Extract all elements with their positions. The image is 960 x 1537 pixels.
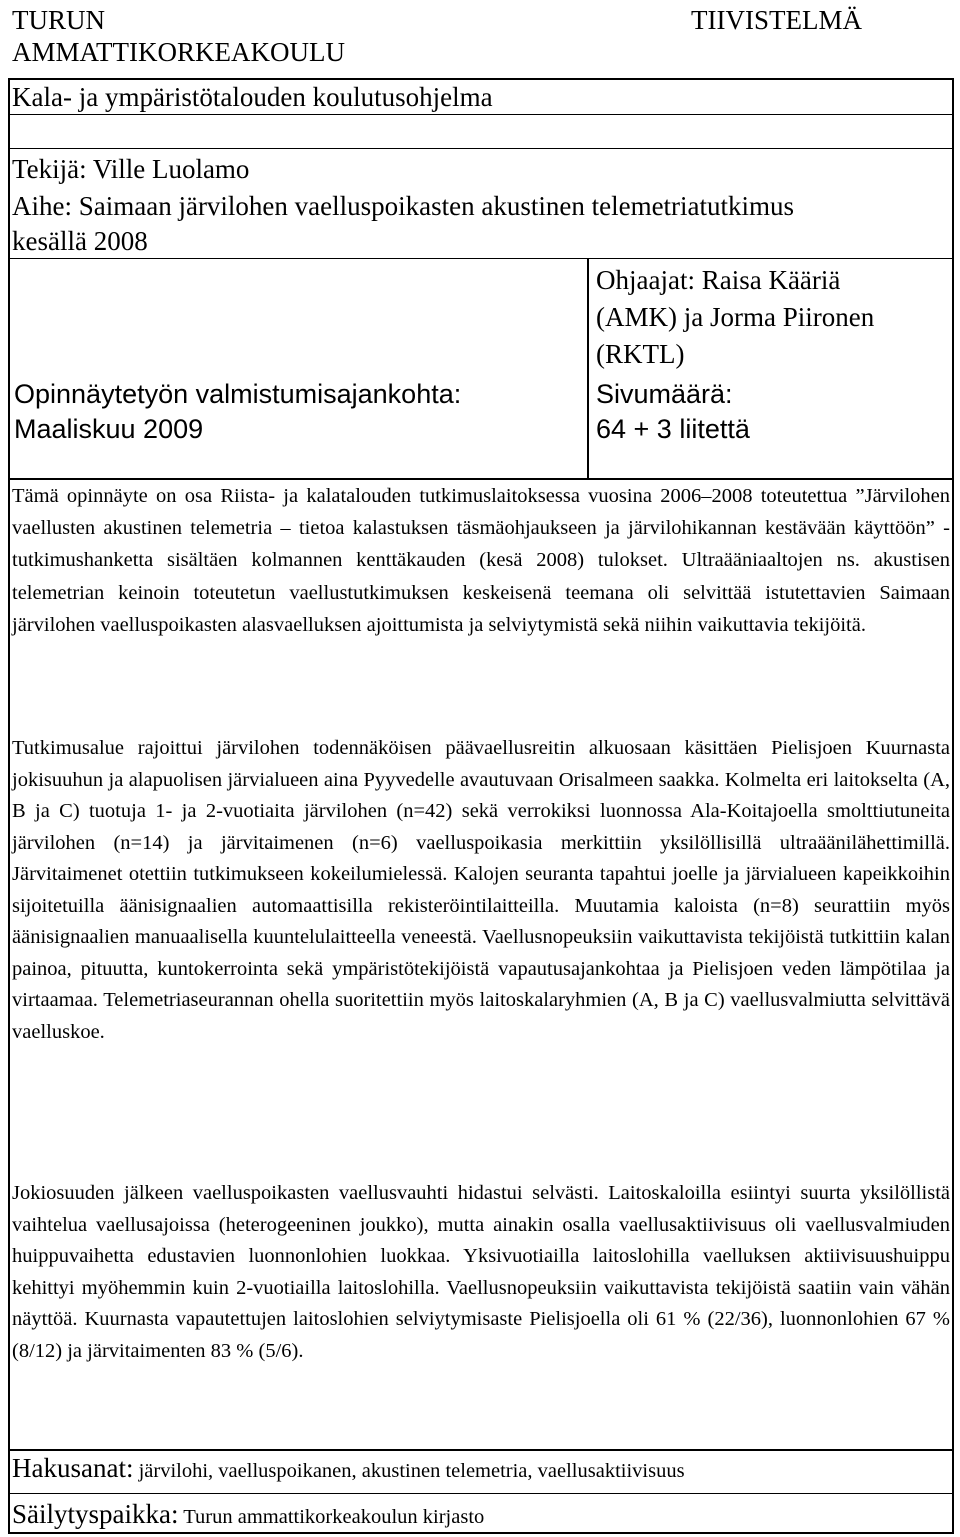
thesis-subject	[10, 189, 954, 259]
divider	[10, 148, 952, 149]
subject-line-1: Aihe: Saimaan järvilohen vaelluspoikasten akustinen telemetriatutkimus	[12, 191, 795, 221]
supervisors-line-2: (AMK) ja Jorma Piironen	[596, 302, 875, 332]
institution-line-2: AMMATTIKORKEAKOULU	[12, 37, 345, 67]
storage-location	[12, 1497, 484, 1534]
institution-line-1: TURUN	[12, 5, 105, 35]
abstract-paragraph-2: Tutkimusalue rajoittui järvilohen todennäköisen päävaellusreitin alkuosaan käsittäen Pielisjoen Kuurnasta jokisuuhun ja alapuolisen järvialueen aina Pyyvedelle avautuvaan Orisalmeen saakka. Kolmelta eri laitokselta (A, B ja C) tuotuja 1- ja 2-vuotiaita järvilohen (n=42) sekä verrokiksi luonnossa Ala-Koitajoella smolttiutuneita järvilohen (n=14) ja järvitaimenen (n=6) vaelluspoikasia merkittiin yksilöllisillä ultraäänilähettimillä. Järvitaimenet otettiin tutkimukseen kokeilumielessä. Kalojen seuranta tapahtui joelle ja järvialueen kapeikkoihin sijoitetuilla äänisignaalien automaattisilla rekisteröintilaitteilla. Muutamia kaloista (n=8) seurattiin myös äänisignaalien manuaalisella kuuntelulaitteella veneestä. Vaellusnopeuksiin vaikuttavista tekijöistä tutkittiin kalan painoa, pituutta, kuntokerrointa sekä ympäristötekijöistä vapautusajankohtaa ja Pielisjoen veden lämpötilaa ja virtaamaa. Telemetriaseurannan ohella suoritettiin myös laitoskalaryhmien (A, B ja C) vaellusvalmiutta selvittävä vaelluskoe.	[12, 737, 950, 1043]
completion-label: Opinnäytetyön valmistumisajankohta:	[14, 379, 462, 409]
abstract-paragraph-3: Jokiosuuden jälkeen vaelluspoikasten vaellusvauhti hidastui selvästi. Laitoskaloilla esiintyi suurta yksilöllistä vaihtelua vaellusajoissa (heterogeeninen joukko), mutta ainakin osalla vaellusaktiivisuus oli vaellusvalmiuden huippuvaihetta edustavien luonnonlohien luokkaa. Yksivuotiailla laitoslohilla vaelluksen aktiivisuushuippu kehittyi myöhemmin kuin 2-vuotiailla laitoslohilla. Vaellusnopeuksiin vaikuttavista tekijöistä saatiin vain vähän näyttöä. Kuurnasta vapautettujen laitoslohien selviytymisaste Pielisjoella oli 61 % (22/36), luonnonlohien 67 % (8/12) ja järvitaimenten 83 % (5/6).	[12, 1182, 950, 1362]
column-divider	[587, 258, 589, 480]
abstract-paragraph-1: Tämä opinnäyte on osa Riista- ja kalatalouden tutkimuslaitoksessa vuosina 2006–2008 toteutettua ”Järvilohen vaellusten akustinen telemetria – tietoa kalastuksen täsmäohjaukseen ja järvilohikannan kestävään käyttöön” -tutkimushanketta sisältäen kolmannen kenttäkauden (kesä 2008) tulokset. Ultraääniaaltojen ns. akustisen telemetrian keinoin toteutetun vaellustutkimuksen keskeisenä teemana oli selvittää istutettavien Saimaan järvilohen vaelluspoikasten alasvaelluksen ajoittumista ja selviytymistä sekä niihin vaikuttavia tekijöitä.	[12, 485, 950, 636]
supervisors	[596, 262, 874, 373]
subject-line-2: kesällä 2008	[12, 226, 148, 256]
supervisors-line-1: Ohjaajat: Raisa Kääriä	[596, 265, 841, 295]
completion-date: Maaliskuu 2009	[14, 414, 204, 444]
document-type: TIIVISTELMÄ	[691, 5, 862, 35]
keywords-label: Hakusanat:	[12, 1453, 134, 1483]
divider	[10, 258, 952, 259]
page-count-label: Sivumäärä:	[596, 379, 733, 409]
supervisors-line-3: (RKTL)	[596, 339, 685, 369]
page-count: 64 + 3 liitettä	[596, 414, 750, 444]
degree-programme: Kala- ja ympäristötalouden koulutusohjelma	[12, 82, 493, 112]
author: Tekijä: Ville Luolamo	[12, 154, 250, 184]
divider	[10, 114, 952, 115]
keywords-value: järvilohi, vaelluspoikanen, akustinen telemetria, vaellusaktiivisuus	[138, 1460, 685, 1482]
location-label: Säilytyspaikka:	[12, 1499, 179, 1529]
institution-name	[12, 4, 345, 68]
keywords	[12, 1451, 685, 1488]
divider	[10, 1493, 952, 1494]
location-value: Turun ammattikorkeakoulun kirjasto	[183, 1506, 485, 1528]
